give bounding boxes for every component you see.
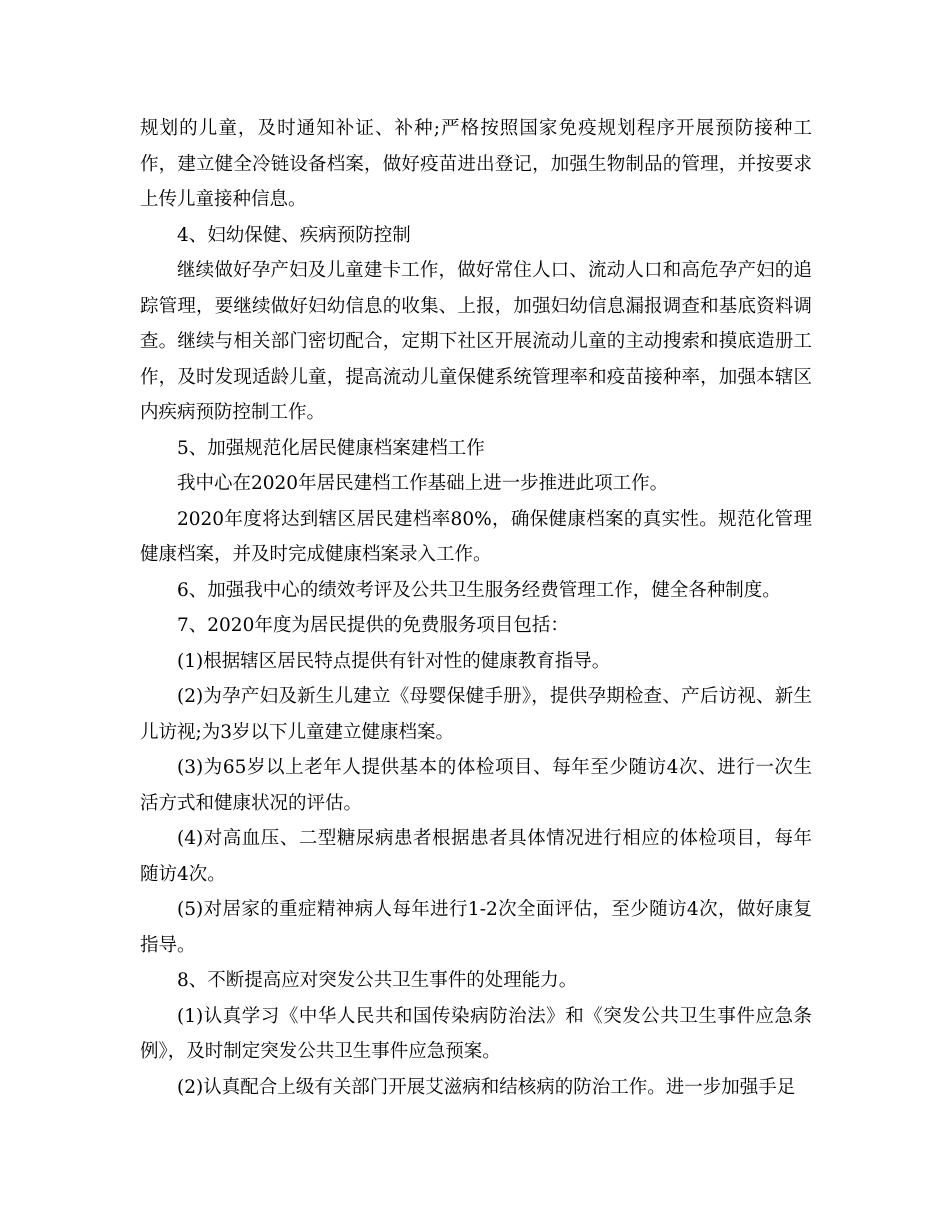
list-item: (4)对高血压、二型糖尿病患者根据患者具体情况进行相应的体检项目，每年随访4次。 xyxy=(140,828,812,885)
document-body xyxy=(140,111,812,1105)
list-item: (1)根据辖区居民特点提供有针对性的健康教育指导。 xyxy=(177,650,611,672)
paragraph-continuation: 规划的儿童，及时通知补证、补种;严格按照国家免疫规划程序开展预防接种工作，建立健全冷链设备档案，做好疫苗进出登记，加强生物制品的管理，并按要求上传儿童接种信息。 xyxy=(140,118,812,210)
paragraph: 2020年度将达到辖区居民建档率80%，确保健康档案的真实性。规范化管理健康档案，并及时完成健康档案录入工作。 xyxy=(140,508,812,565)
section-heading-5: 5、加强规范化居民健康档案建档工作 xyxy=(177,437,485,459)
list-item: (2)为孕产妇及新生儿建立《母婴保健手册》，提供孕期检查、产后访视、新生儿访视;为3岁以下儿童建立健康档案。 xyxy=(140,686,812,743)
list-item: (5)对居家的重症精神病人每年进行1-2次全面评估，至少随访4次，做好康复指导。 xyxy=(140,899,812,956)
paragraph: 我中心在2020年居民建档工作基础上进一步推进此项工作。 xyxy=(177,473,669,494)
section-heading-7: 7、2020年度为居民提供的免费服务项目包括： xyxy=(177,615,569,636)
list-item: (1)认真学习《中华人民共和国传染病防治法》和《突发公共卫生事件应急条例》，及时制定突发公共卫生事件应急预案。 xyxy=(140,1005,812,1062)
section-heading-4: 4、妇幼保健、疾病预防控制 xyxy=(177,224,411,246)
list-item: (3)为65岁以上老年人提供基本的体检项目、每年至少随访4次、进行一次生活方式和健康状况的评估。 xyxy=(140,757,812,814)
paragraph: 继续做好孕产妇及儿童建卡工作，做好常住人口、流动人口和高危孕产妇的追踪管理，要继续做好妇幼信息的收集、上报，加强妇幼信息漏报调查和基底资料调查。继续与相关部门密切配合，定期下社区开展流动儿童的主动搜索和摸底造册工作，及时发现适龄儿童，提高流动儿童保健系统管理率和疫苗接种率，加强本辖区内疾病预防控制工作。 xyxy=(140,260,812,423)
section-heading-8: 8、不断提高应对突发公共卫生事件的处理能力。 xyxy=(177,970,578,991)
section-heading-6: 6、加强我中心的绩效考评及公共卫生服务经费管理工作，健全各种制度。 xyxy=(177,579,781,601)
list-item: (2)认真配合上级有关部门开展艾滋病和结核病的防治工作。进一步加强手足 xyxy=(177,1076,796,1098)
